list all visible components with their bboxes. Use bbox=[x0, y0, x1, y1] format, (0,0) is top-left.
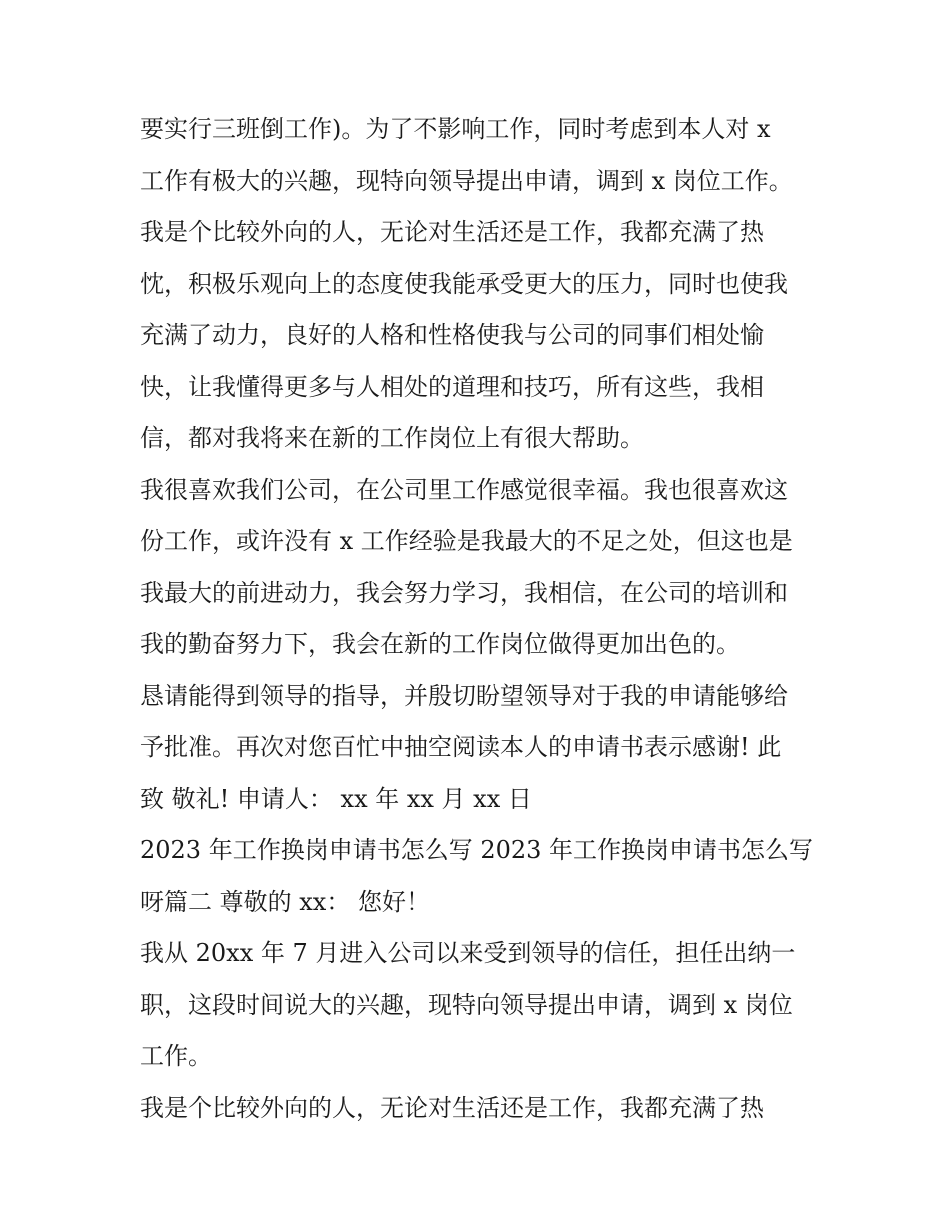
text-line: 2023 年工作换岗申请书怎么写 2023 年工作换岗申请书怎么写 bbox=[140, 836, 814, 864]
text-line: 工作。 bbox=[140, 1042, 212, 1070]
text-line: 忱，积极乐观向上的态度使我能承受更大的压力，同时也使我 bbox=[140, 269, 788, 298]
text-line: 职，这段时间说大的兴趣，现特向领导提出申请，调到 x 岗位 bbox=[140, 990, 793, 1019]
text-line: 要实行三班倒工作)。为了不影响工作，同时考虑到本人对 x bbox=[140, 115, 771, 143]
text-line: 充满了动力，良好的人格和性格使我与公司的同事们相处愉 bbox=[140, 321, 764, 349]
text-line: 呀篇二 尊敬的 xx： 您好！ bbox=[140, 887, 430, 916]
text-line: 信，都对我将来在新的工作岗位上有很大帮助。 bbox=[140, 424, 644, 452]
text-line: 我是个比较外向的人，无论对生活还是工作，我都充满了热 bbox=[140, 218, 764, 246]
text-line: 致 敬礼! 申请人： xx 年 xx 月 xx 日 bbox=[140, 784, 532, 813]
text-line: 我很喜欢我们公司，在公司里工作感觉很幸福。我也很喜欢这 bbox=[140, 475, 788, 504]
text-line: 快，让我懂得更多与人相处的道理和技巧，所有这些，我相 bbox=[140, 372, 764, 401]
text-line: 恳请能得到领导的指导，并殷切盼望领导对于我的申请能够给 bbox=[140, 681, 788, 710]
text-line: 我的勤奋努力下，我会在新的工作岗位做得更加出色的。 bbox=[140, 630, 740, 658]
text-line: 我从 20xx 年 7 月进入公司以来受到领导的信任，担任出纳一 bbox=[140, 939, 796, 967]
text-line: 我最大的前进动力，我会努力学习，我相信，在公司的培训和 bbox=[140, 578, 788, 607]
document-body bbox=[140, 104, 820, 1134]
text-line: 工作有极大的兴趣，现特向领导提出申请，调到 x 岗位工作。 bbox=[140, 166, 793, 195]
text-line: 我是个比较外向的人，无论对生活还是工作，我都充满了热 bbox=[140, 1093, 764, 1122]
text-line: 予批准。再次对您百忙中抽空阅读本人的申请书表示感谢! 此 bbox=[140, 733, 782, 761]
text-line: 份工作，或许没有 x 工作经验是我最大的不足之处，但这也是 bbox=[140, 527, 793, 555]
